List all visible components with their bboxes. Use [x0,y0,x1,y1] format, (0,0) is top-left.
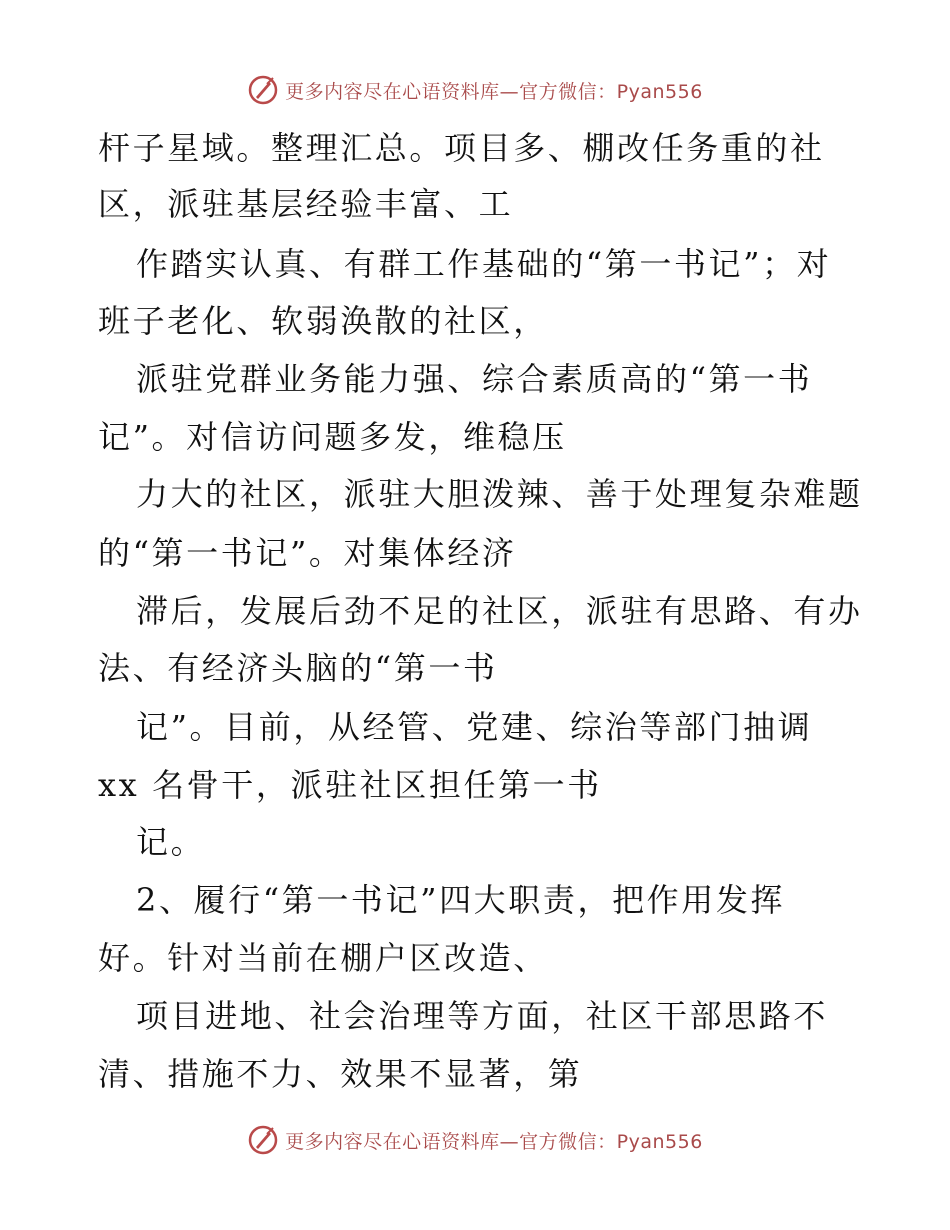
footer-watermark [0,1118,950,1162]
text-line: 区，派驻基层经验丰富、工 [98,185,514,223]
text-line: 力大的社区，派驻大胆泼辣、善于处理复杂难题 [136,475,863,513]
text-line: 记。 [136,823,206,861]
text-line: 好。针对当前在棚户区改造、 [98,939,548,977]
quill-circle-logo-icon [247,74,279,106]
text-line: 清、措施不力、效果不显著，第 [98,1055,583,1093]
text-line: 法、有经济头脑的“第一书 [98,649,498,687]
text-line: 滞后，发展后劲不足的社区，派驻有思路、有办 [136,592,863,630]
header-watermark [0,68,950,112]
text-line: 记”。对信访问题多发，维稳压 [98,418,567,456]
quill-circle-logo-icon [247,1124,279,1156]
text-line: 班子老化、软弱涣散的社区， [98,302,548,340]
header-watermark-text: 更多内容尽在心语资料库—官方微信：Pyan556 [285,80,703,103]
text-line: 杆子星域。整理汇总。项目多、棚改任务重的社 [98,129,825,167]
text-line: 项目进地、社会治理等方面，社区干部思路不 [136,997,829,1035]
text-line: 记”。目前，从经管、党建、综治等部门抽调 [136,708,813,746]
text-line: 的“第一书记”。对集体经济 [98,534,517,572]
text-line: 派驻党群业务能力强、综合素质高的“第一书 [136,360,813,398]
footer-watermark-text: 更多内容尽在心语资料库—官方微信：Pyan556 [285,1130,703,1153]
text-line: 作踏实认真、有群工作基础的“第一书记”；对 [136,245,832,283]
text-line: 2、履行“第一书记”四大职责，把作用发挥 [136,881,786,919]
text-line: xx 名骨干，派驻社区担任第一书 [98,766,602,804]
